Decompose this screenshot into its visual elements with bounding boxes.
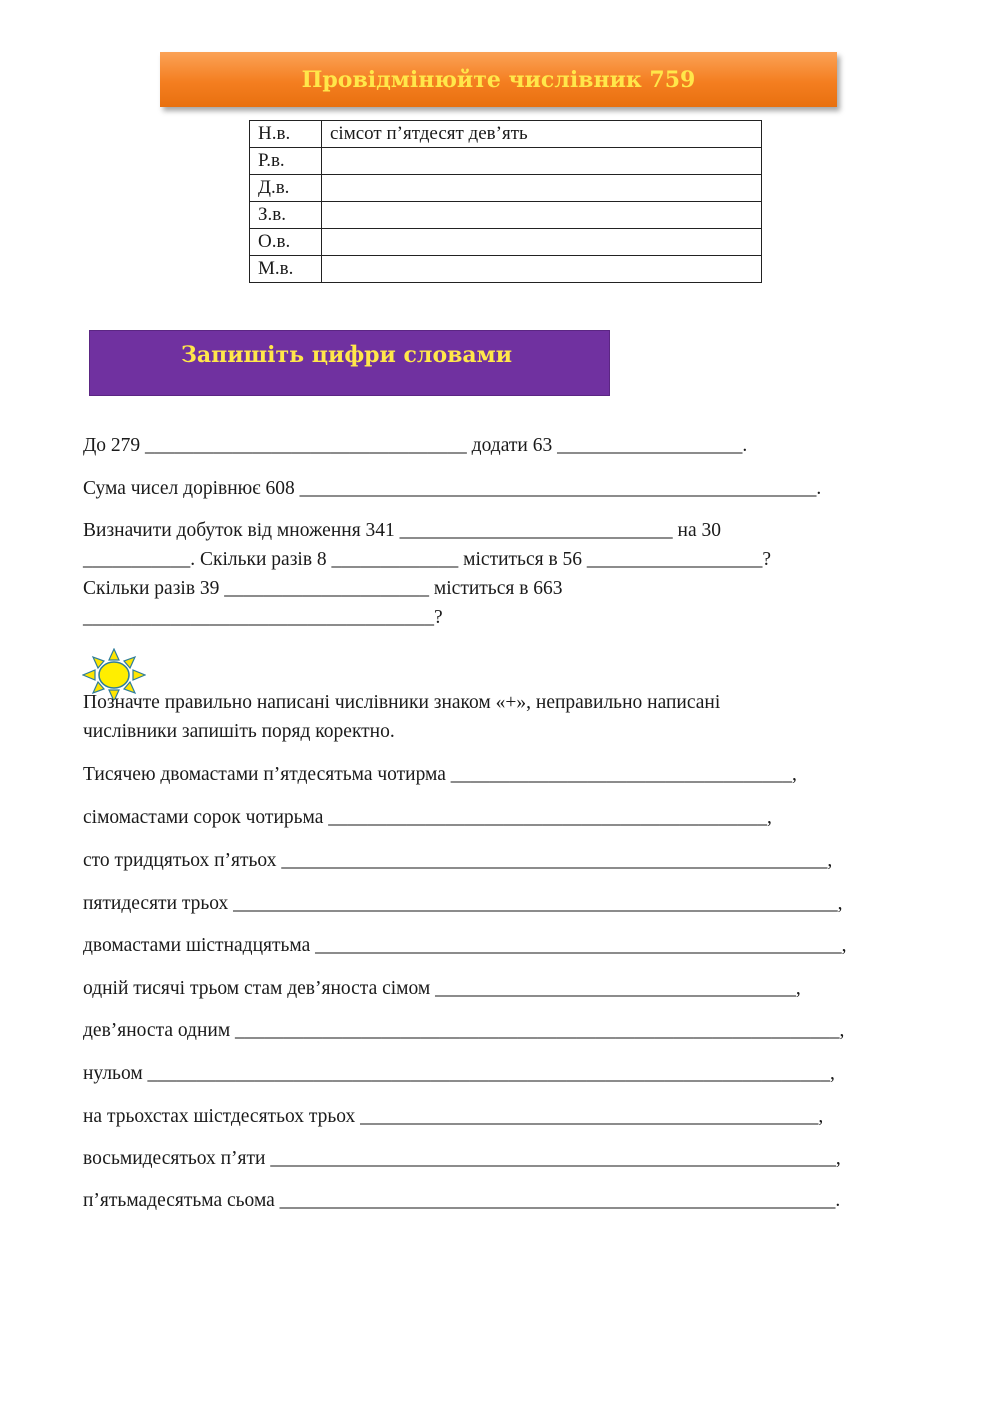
numeral-item[interactable]: пятидесяти трьох ______________________________________________________________,: [83, 893, 843, 914]
table-row: [250, 121, 762, 148]
case-answer-field[interactable]: [322, 229, 762, 256]
case-answer-field[interactable]: [322, 175, 762, 202]
numeral-item[interactable]: Тисячею двомастами п’ятдесятьма чотирма ___________________________________,: [83, 764, 797, 785]
numeral-item[interactable]: п’ятьмадесятьма сьома _________________________________________________________.: [83, 1190, 841, 1211]
instruction-line: числівники запишіть поряд коректно.: [83, 721, 395, 742]
task1-title-banner: [160, 52, 837, 107]
numeral-item[interactable]: двомастами шістнадцятьма ______________________________________________________,: [83, 935, 847, 956]
numeral-item[interactable]: одній тисячі трьом стам дев’яноста сімом _____________________________________,: [83, 978, 801, 999]
numeral-item[interactable]: сімомастами сорок чотирьма _____________________________________________,: [83, 807, 772, 828]
task1-title: Провідмінюйте числівник 759: [301, 66, 696, 93]
exercise-line[interactable]: До 279 _________________________________ додати 63 ___________________.: [83, 435, 748, 456]
numeral-item[interactable]: дев’яноста одним ______________________________________________________________,: [83, 1020, 845, 1041]
case-label: О.в.: [250, 229, 322, 256]
exercise-line[interactable]: Сума чисел дорівнює 608 _____________________________________________________.: [83, 478, 822, 499]
declension-table: [249, 120, 762, 283]
case-label: Р.в.: [250, 148, 322, 175]
case-answer-field[interactable]: [322, 202, 762, 229]
numeral-item[interactable]: сто тридцятьох п’ятьох ________________________________________________________,: [83, 850, 833, 871]
instruction-line: Позначте правильно написані числівники знаком «+», неправильно написані: [83, 692, 721, 713]
table-row: [250, 229, 762, 256]
numeral-item[interactable]: на трьохстах шістдесятьох трьох _______________________________________________,: [83, 1106, 824, 1127]
case-label: Д.в.: [250, 175, 322, 202]
case-answer-field[interactable]: сімсот п’ятдесят дев’ять: [322, 121, 762, 148]
exercise-line[interactable]: ____________________________________?: [83, 607, 443, 628]
numeral-item[interactable]: нульом ______________________________________________________________________,: [83, 1063, 835, 1084]
case-label: З.в.: [250, 202, 322, 229]
table-row: [250, 202, 762, 229]
task2-title-banner: [89, 330, 610, 396]
case-label: Н.в.: [250, 121, 322, 148]
case-answer-field[interactable]: [322, 256, 762, 283]
table-row: [250, 256, 762, 283]
case-label: М.в.: [250, 256, 322, 283]
exercise-line[interactable]: Визначити добуток від множення 341 ____________________________ на 30: [83, 520, 722, 541]
task2-title: Запишіть цифри словами: [181, 342, 513, 368]
table-row: [250, 175, 762, 202]
exercise-line[interactable]: Скільки разів 39 _____________________ міститься в 663: [83, 578, 563, 599]
numeral-item[interactable]: восьмидесятьох п’яти __________________________________________________________,: [83, 1148, 841, 1169]
exercise-line[interactable]: ___________. Скільки разів 8 _____________ міститься в 56 __________________?: [83, 549, 772, 570]
case-answer-field[interactable]: [322, 148, 762, 175]
table-row: [250, 148, 762, 175]
